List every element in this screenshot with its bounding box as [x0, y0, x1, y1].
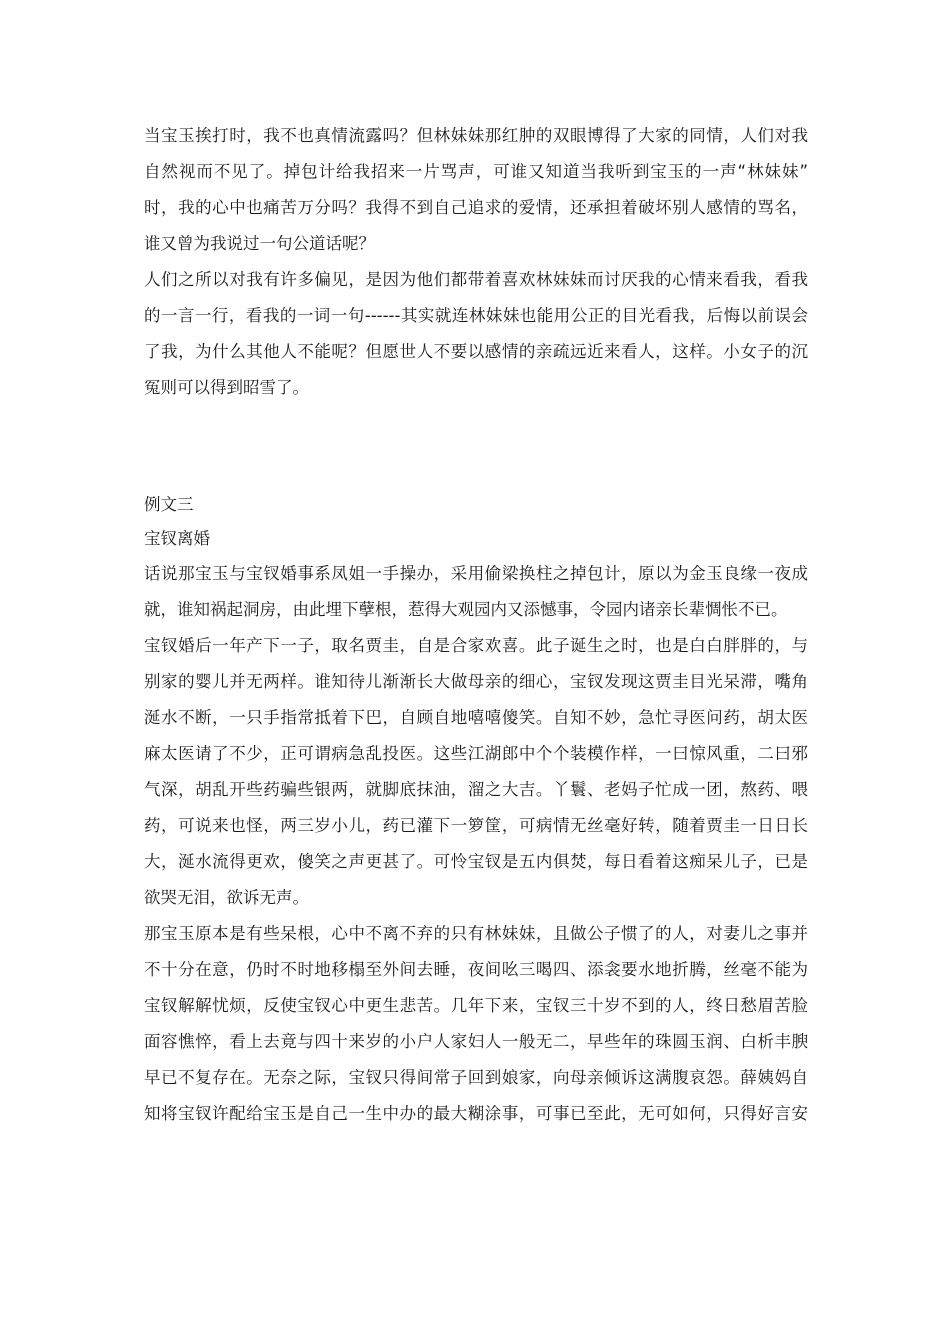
text-line: 别家的婴儿并无两样。谁知待儿渐渐长大做母亲的细心，宝钗发现这贾圭目光呆滞，嘴角 [144, 672, 808, 691]
text-line: 不十分在意，仍时不时地移榻至外间去睡，夜间吆三喝四、添衾要水地折腾，丝毫不能为 [144, 960, 808, 979]
text-line: 就，谁知祸起洞房，由此埋下孽根，惹得大观园内又添憾事，令园内诸亲长辈惆怅不已。 [144, 600, 788, 619]
text-line: 知将宝钗许配给宝玉是自己一生中办的最大糊涂事，可事已至此，无可如何，只得好言安 [144, 1104, 808, 1123]
text-line: 当宝玉挨打时，我不也真情流露吗？但林妹妹那红肿的双眼博得了大家的同情，人们对我 [144, 126, 808, 145]
paragraph-2 [144, 262, 808, 406]
text-line: 早已不复存在。无奈之际，宝钗只得间常子回到娘家，向母亲倾诉这满腹哀怨。薛姨妈自 [144, 1068, 808, 1087]
text-line: 谁又曾为我说过一句公道话呢？ [144, 234, 375, 253]
text-line: 冤则可以得到昭雪了。 [144, 378, 309, 397]
text-line: 欲哭无泪，欲诉无声。 [144, 888, 309, 907]
text-line: 气深，胡乱开些药骗些银两，就脚底抹油，溜之大吉。丫鬟、老妈子忙成一团，熬药、喂 [144, 780, 808, 799]
document-page [144, 118, 808, 1132]
text-line: 那宝玉原本是有些呆根，心中不离不弃的只有林妹妹，且做公子惯了的人，对妻儿之事并 [144, 924, 808, 943]
section-title: 宝钗离婚 [144, 529, 210, 548]
section-label: 例文三 [144, 495, 194, 514]
paragraph-1 [144, 118, 808, 262]
text-line: 人们之所以对我有许多偏见，是因为他们都带着喜欢林妹妹而讨厌我的心情来看我，看我 [144, 270, 808, 289]
text-line: 面容憔悴，看上去竟与四十来岁的小户人家妇人一般无二，早些年的珠圆玉润、白析丰腴 [144, 1032, 808, 1051]
text-line: 麻太医请了不少，正可谓病急乱投医。这些江湖郎中个个装模作样，一曰惊风重，二曰邪 [144, 744, 808, 763]
text-line: 自然视而不见了。掉包计给我招来一片骂声，可谁又知道当我听到宝玉的一声“林妹妹” [144, 162, 808, 181]
text-line: 的一言一行，看我的一词一句------其实就连林妹妹也能用公正的目光看我，后悔以前误会 [144, 306, 808, 325]
text-line: 药，可说来也怪，两三岁小儿，药已灌下一箩筐，可病情无丝毫好转，随着贾圭一日日长 [144, 816, 808, 835]
text-line: 话说那宝玉与宝钗婚事系凤姐一手操办，采用偷梁换柱之掉包计，原以为金玉良缘一夜成 [144, 564, 808, 583]
text-line: 宝钗婚后一年产下一子，取名贾圭，自是合家欢喜。此子诞生之时，也是白白胖胖的，与 [144, 636, 808, 655]
text-line: 大，涎水流得更欢，傻笑之声更甚了。可怜宝钗是五内俱焚，每日看着这痴呆儿子，已是 [144, 852, 808, 871]
section-spacer [144, 406, 808, 488]
paragraph-3 [144, 556, 808, 628]
text-line: 涎水不断，一只手指常抵着下巴，自顾自地嘻嘻傻笑。自知不妙，急忙寻医问药，胡太医 [144, 708, 808, 727]
text-line: 宝钗解解忧烦，反使宝钗心中更生悲苦。几年下来，宝钗三十岁不到的人，终日愁眉苦脸 [144, 996, 808, 1015]
paragraph-5 [144, 916, 808, 1132]
paragraph-4 [144, 628, 808, 916]
text-line: 时，我的心中也痛苦万分吗？我得不到自己追求的爱情，还承担着破坏别人感情的骂名， [144, 198, 808, 217]
text-line: 了我，为什么其他人不能呢？但愿世人不要以感情的亲疏远近来看人，这样。小女子的沉 [144, 342, 808, 361]
